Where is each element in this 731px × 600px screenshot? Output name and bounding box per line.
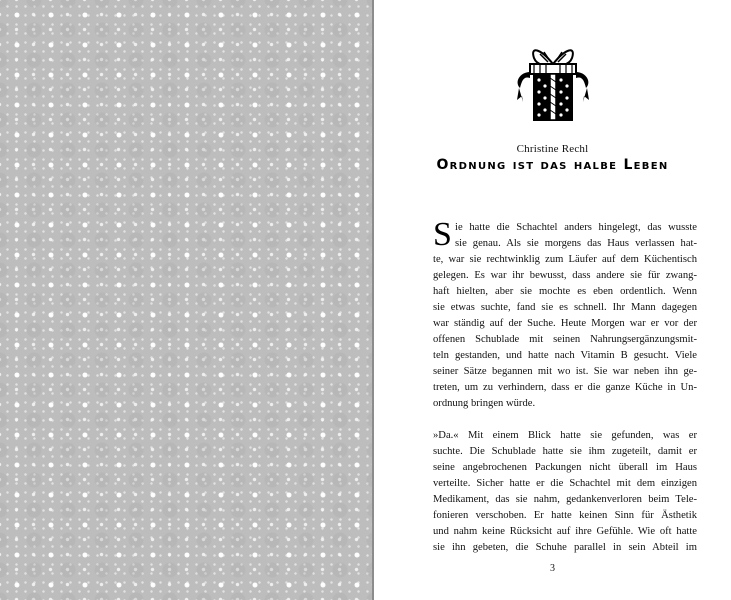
text-line: ordnung bringen würde. <box>433 398 536 409</box>
drop-cap: S <box>433 216 452 253</box>
text-line: Medikament, das sie nahm, gedankenverloren beim Tele- <box>433 494 697 505</box>
gift-icon <box>510 42 596 124</box>
text-line: verteilte. Sicher hatte er die Schachtel mit dem einzigen <box>433 478 697 489</box>
text-line: »Da.« Mit einem Blick hatte sie gefunden, was er <box>433 430 697 441</box>
text-line: ie hatte die Schachtel anders hingelegt, das wusste <box>455 222 697 233</box>
text-line: gelegen. Es war ihr bewusst, dass andere sie für zwang- <box>433 270 697 281</box>
page-number: 3 <box>550 563 555 574</box>
paragraph-1 <box>433 216 697 412</box>
text-line: war ständig auf der Suche. Heute Morgen war er vor der <box>433 318 697 329</box>
text-line: seine angebrochenen Packungen nicht überall im Haus <box>433 462 697 473</box>
text-line: sie ihn gebeten, die Schuhe parallel in sein Abteil im <box>433 542 697 553</box>
text-line: teln gestanden, und hatte nach Vitamin B gesucht. Viele <box>433 350 697 361</box>
text-line: offenen Schublade mit seinen Nahrungsergänzungsmit- <box>433 334 697 345</box>
chapter-title: Ordnung ist das halbe Leben <box>436 157 669 173</box>
text-line: te, war sie rechtwinklig zum Läufer auf dem Küchentisch <box>433 254 697 265</box>
text-page <box>374 0 731 600</box>
text-line: seiner Sätze begannen mit wo ist. Sie war neben ihn ge- <box>433 366 697 377</box>
text-line: suchte. Die Schublade hatte sie ihm zugeteilt, damit er <box>433 446 697 457</box>
author-name: Christine Rechl <box>516 143 589 155</box>
text-line: treten, um zu verhindern, dass er die ganze Küche in Un- <box>433 382 697 393</box>
text-line: und nahm keine Rücksicht auf ihre Gefühle. Wie oft hatte <box>433 526 697 537</box>
text-line: fonieren verschoben. Er hatte keinen Sinn für Ästhetik <box>433 510 697 521</box>
text-line: sie genau. Als sie morgens das Haus verlassen hat- <box>455 238 697 249</box>
body-text <box>433 216 697 556</box>
paragraph-2 <box>433 428 697 556</box>
text-line: sie etwas suchte, fand sie es schnell. Ihr Mann dagegen <box>433 302 697 313</box>
text-line: haft hielten, aber sie mochte es eben ordentlich. Wenn <box>433 286 697 297</box>
